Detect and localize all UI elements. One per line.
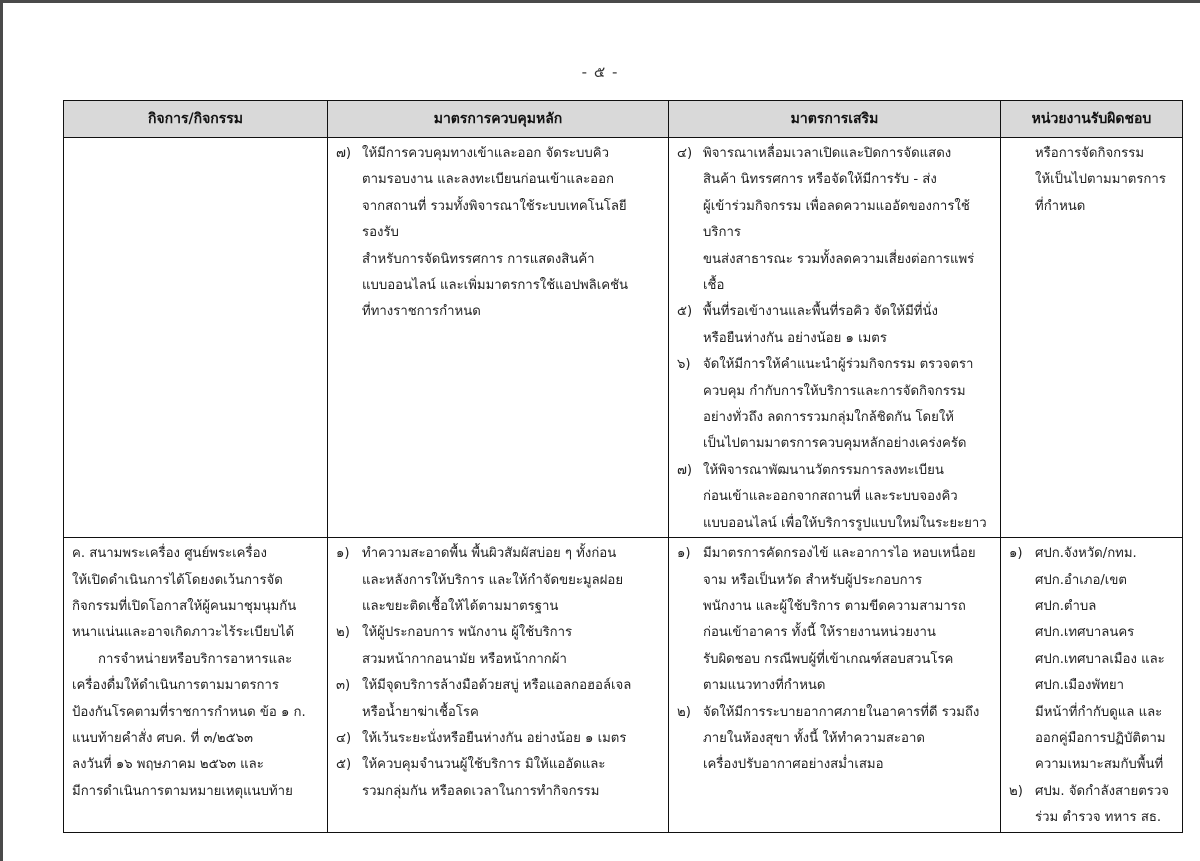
text-line: หรือยืนห่างกัน อย่างน้อย ๑ เมตร <box>703 330 887 346</box>
text-line: ออกคู่มือการปฏิบัติตาม <box>1035 730 1166 746</box>
text-line: และขยะติดเชื้อให้ได้ตามมาตรฐาน <box>362 598 559 614</box>
measure-item <box>336 141 660 326</box>
item-number: ๔) <box>336 730 352 746</box>
table-row <box>64 538 1183 832</box>
measure-item <box>677 299 992 352</box>
header-activity: กิจการ/กิจกรรม <box>64 101 328 138</box>
measure-item <box>336 752 660 805</box>
text-line: ศปก.เมืองพัทยา <box>1035 678 1124 694</box>
measures-table <box>63 100 1183 833</box>
text-line: ศปม. จัดกำลังสายตรวจ <box>1035 783 1169 799</box>
measure-item <box>677 541 992 699</box>
text-line: ควบคุม กำกับการให้บริการและการจัดกิจกรรม <box>703 383 966 399</box>
item-number: ๒) <box>336 625 350 641</box>
measure-item <box>677 700 992 779</box>
item-number: ๓) <box>336 678 351 694</box>
text-line: ศปก.เทศบาลนคร <box>1035 625 1135 641</box>
text-line: และหลังการให้บริการ และให้กำจัดขยะมูลฝอย <box>362 572 624 588</box>
viewer-left-border <box>0 0 3 861</box>
text-line: แบบออนไลน์ เพื่อให้บริการรูปแบบใหม่ในระยะยาว <box>703 515 987 531</box>
item-number: ๑) <box>336 546 350 562</box>
text-line: ขนส่งสาธารณะ รวมทั้งลดความเสี่ยงต่อการแพร่เชื้อ <box>703 251 975 294</box>
text-line: ให้เป็นไปตามมาตรการ <box>1035 172 1166 188</box>
text-line: ที่ทางราชการกำหนด <box>362 304 481 320</box>
text-line: เป็นไปตามมาตรการควบคุมหลักอย่างเคร่งครัด <box>703 436 967 452</box>
text-line: จัดให้มีการให้คำแนะนำผู้ร่วมกิจกรรม ตรวจตรา <box>703 357 974 373</box>
text-line: พนักงาน และผู้ใช้บริการ ตามขีดความสามารถ <box>703 598 966 614</box>
text-line: เครื่องดื่มให้ดำเนินการตามมาตรการ <box>72 678 280 694</box>
item-number: ๖) <box>677 357 691 373</box>
text-line: รับผิดชอบ กรณีพบผู้ที่เข้าเกณฑ์สอบสวนโรค <box>703 651 954 667</box>
text-line: สำหรับการจัดนิทรรศการ การแสดงสินค้า <box>362 251 595 267</box>
text-line: จากสถานที่ รวมทั้งพิจารณาใช้ระบบเทคโนโลยีรองรับ <box>362 198 627 241</box>
item-number: ๔) <box>677 146 693 161</box>
cell-supplementary-measures <box>669 538 1001 832</box>
item-number: ๗) <box>336 146 352 161</box>
text-line: ค. สนามพระเครื่อง ศูนย์พระเครื่อง <box>72 546 267 562</box>
text-line: แบบออนไลน์ และเพิ่มมาตรการใช้แอปพลิเคชัน <box>362 278 629 294</box>
responsible-item <box>1009 541 1174 779</box>
text-line: ภายในห้องสุขา ทั้งนี้ ให้ทำความสะอาด <box>703 730 925 746</box>
text-line: อย่างทั่วถึง ลดการรวมกลุ่มใกล้ชิดกัน โดยให้ <box>703 410 954 426</box>
text-line: จาม หรือเป็นหวัด สำหรับผู้ประกอบการ <box>703 572 923 588</box>
text-line: ศปก.อำเภอ/เขต ศปก.ตำบล <box>1035 572 1127 614</box>
text-line: ร่วม ตำรวจ ทหาร สธ. <box>1035 810 1162 826</box>
text-line: พื้นที่รอเข้างานและพื้นที่รอคิว จัดให้มีที่นั่ง <box>703 304 938 320</box>
text-line: จัดให้มีการระบายอากาศภายในอาคารที่ดี รวมถึง <box>703 704 980 720</box>
text-line: ให้พิจารณาพัฒนานวัตกรรมการลงทะเบียน <box>703 462 944 478</box>
item-number: ๕) <box>336 757 352 773</box>
measure-item <box>677 458 992 537</box>
text-line: ป้องกันโรคตามที่ราชการกำหนด ข้อ ๑ ก. <box>72 704 306 720</box>
cell-main-measures <box>328 138 669 538</box>
text-line: ให้มีจุดบริการล้างมือด้วยสบู่ หรือแอลกอฮอล์เจล <box>362 678 632 694</box>
text-line: พิจารณาเหลื่อมเวลาเปิดและปิดการจัดแสดง <box>703 146 952 161</box>
text-line: ศปก.เทศบาลเมือง และ <box>1035 651 1165 667</box>
text-line: ที่กำหนด <box>1035 198 1086 214</box>
item-number: ๒) <box>1009 783 1023 799</box>
text-line: ทำความสะอาดพื้น พื้นผิวสัมผัสบ่อย ๆ ทั้งก่อน <box>362 546 617 562</box>
text-line: ให้เปิดดำเนินการได้โดยงดเว้นการจัด <box>72 572 283 588</box>
text-line: ให้ควบคุมจำนวนผู้ใช้บริการ มิให้แออัดและ <box>362 757 606 773</box>
text-line: ตามรอบงาน และลงทะเบียนก่อนเข้าและออก <box>362 172 615 188</box>
text-line: หนาแน่นและอาจเกิดภาวะไร้ระเบียบได้ <box>72 625 295 641</box>
header-main-measures: มาตรการควบคุมหลัก <box>328 101 669 138</box>
cell-responsible-agency <box>1001 138 1183 538</box>
text-line: สวมหน้ากากอนามัย หรือหน้ากากผ้า <box>362 651 567 667</box>
text-line: แนบท้ายคำสั่ง ศบค. ที่ ๓/๒๕๖๓ <box>72 730 253 746</box>
cell-main-measures <box>328 538 669 832</box>
table-header-row <box>64 101 1183 138</box>
cell-activity <box>64 138 328 538</box>
text-line: มีมาตรการคัดกรองไข้ และอาการไอ หอบเหนื่อย <box>703 546 976 562</box>
measure-item <box>336 673 660 726</box>
text-line: กิจกรรมที่เปิดโอกาสให้ผู้คนมาชุมนุมกัน <box>72 598 297 614</box>
text-line: มีการดำเนินการตามหมายเหตุแนบท้าย <box>72 783 293 799</box>
text-line: ศปก.จังหวัด/กทม. <box>1035 546 1137 562</box>
text-line: การจำหน่ายหรือบริการอาหารและ <box>98 651 293 667</box>
responsible-item <box>1009 779 1174 832</box>
cell-supplementary-measures <box>669 138 1001 538</box>
measure-item <box>677 352 992 458</box>
header-responsible-agency: หน่วยงานรับผิดชอบ <box>1001 101 1183 138</box>
item-number: ๑) <box>677 546 691 562</box>
measure-item <box>677 141 992 299</box>
text-line: ลงวันที่ ๑๖ พฤษภาคม ๒๕๖๓ และ <box>72 757 264 773</box>
text-line: ให้ผู้ประกอบการ พนักงาน ผู้ใช้บริการ <box>362 625 573 641</box>
viewer-top-border <box>0 0 1200 3</box>
header-supplementary-measures: มาตรการเสริม <box>669 101 1001 138</box>
text-line: เครื่องปรับอากาศอย่างสม่ำเสมอ <box>703 757 884 773</box>
text-line: หรือน้ำยาฆ่าเชื้อโรค <box>362 704 479 720</box>
text-line: ให้เว้นระยะนั่งหรือยืนห่างกัน อย่างน้อย ๑ เมตร <box>362 730 627 746</box>
table-row <box>64 138 1183 538</box>
cell-activity <box>64 538 328 832</box>
text-line: ให้มีการควบคุมทางเข้าและออก จัดระบบคิว <box>362 146 609 161</box>
text-line: มีหน้าที่กำกับดูแล และ <box>1035 704 1163 720</box>
text-line: ก่อนเข้าอาคาร ทั้งนี้ ให้รายงานหน่วยงาน <box>703 625 936 641</box>
item-number: ๗) <box>677 462 693 478</box>
item-number: ๕) <box>677 304 693 320</box>
text-line: ตามแนวทางที่กำหนด <box>703 678 826 694</box>
item-number: ๒) <box>677 704 691 720</box>
text-line: ความเหมาะสมกับพื้นที่ <box>1035 757 1164 773</box>
text-line: หรือการจัดกิจกรรม <box>1035 146 1145 161</box>
measure-item <box>336 726 660 752</box>
text-line: สินค้า นิทรรศการ หรือจัดให้มีการรับ - ส่ง <box>703 172 937 188</box>
text-line: ก่อนเข้าและออกจากสถานที่ และระบบจองคิว <box>703 489 958 505</box>
measure-item <box>336 620 660 673</box>
text-line: รวมกลุ่มกัน หรือลดเวลาในการทำกิจกรรม <box>362 783 600 799</box>
item-number: ๑) <box>1009 546 1023 562</box>
text-line: ผู้เข้าร่วมกิจกรรม เพื่อลดความแออัดของการใช้บริการ <box>703 198 970 241</box>
measure-item <box>336 541 660 620</box>
page-number: - ๕ - <box>581 63 619 81</box>
cell-responsible-agency <box>1001 538 1183 832</box>
